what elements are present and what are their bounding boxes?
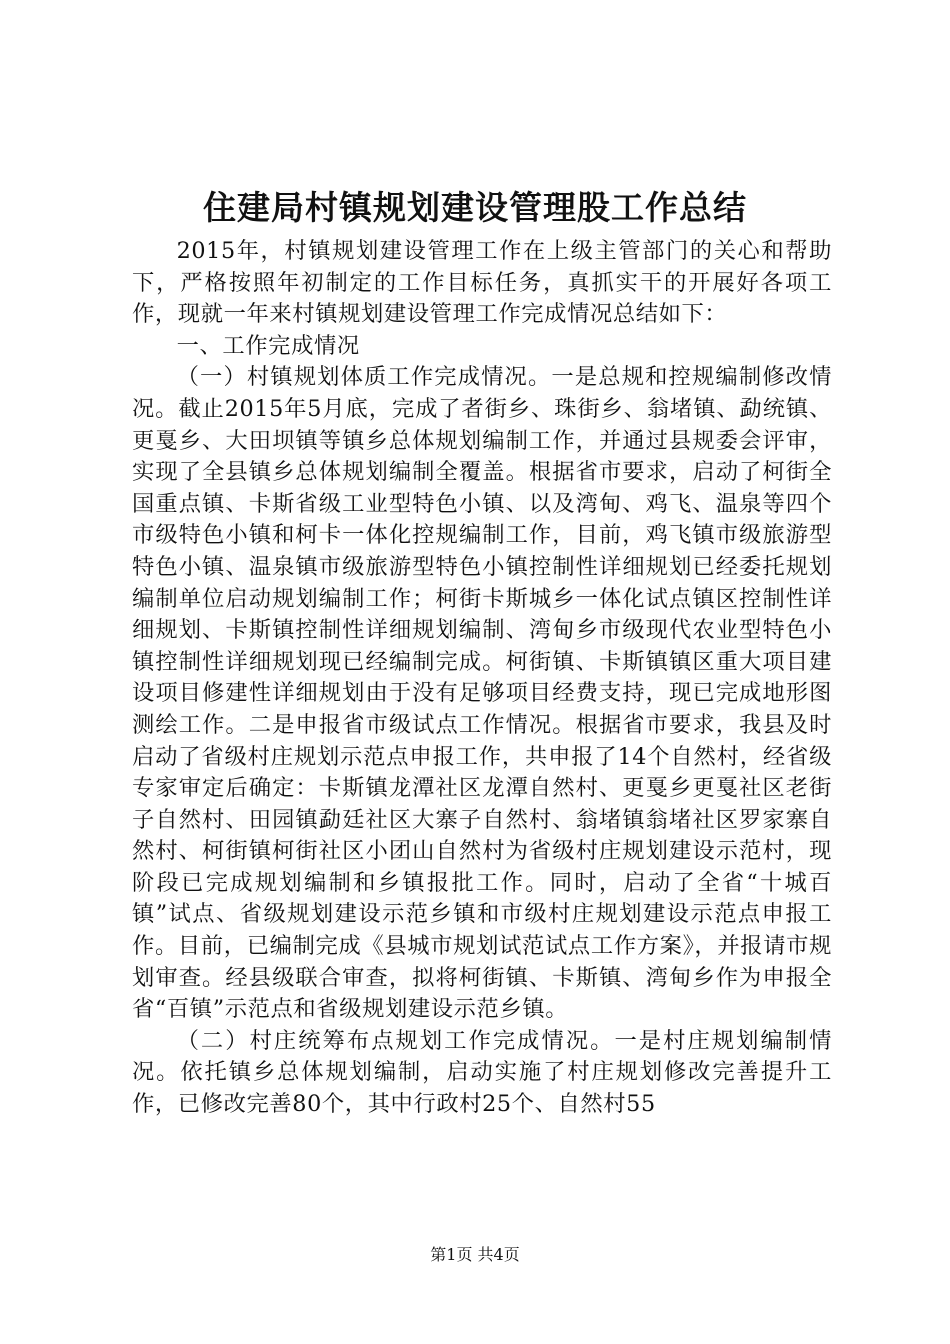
page-footer: 第1页 共4页: [430, 1245, 520, 1264]
section-1-paragraph: （一）村镇规划体质工作完成情况。一是总规和控规编制修改情况。截止2015年5月底，完成了者街乡、珠街乡、翁堵镇、勐统镇、更戛乡、大田坝镇等镇乡总体规划编制工作，并通过县规委会评审，实现了全县镇乡总体规划编制全覆盖。根据省市要求，启动了柯街全国重点镇、卡斯省级工业型特色小镇、以及湾甸、鸡飞、温泉等四个市级特色小镇和柯卡一体化控规编制工作，目前，鸡飞镇市级旅游型特色小镇、温泉镇市级旅游型特色小镇控制性详细规划已经委托规划编制单位启动规划编制工作；柯街卡斯城乡一体化试点镇区控制性详细规划、卡斯镇控制性详细规划编制、湾甸乡市级现代农业型特色小镇控制性详细规划现已经编制完成。柯街镇、卡斯镇镇区重大项目建设项目修建性详细规划由于没有足够项目经费支持，现已完成地形图测绘工作。二是申报省市级试点工作情况。根据省市要求，我县及时启动了省级村庄规划示范点申报工作，共申报了14个自然村，经省级专家审定后确定：卡斯镇龙潭社区龙潭自然村、更戛乡更戛社区老街子自然村、田园镇勐廷社区大寨子自然村、翁堵镇翁堵社区罗家寨自然村、柯街镇柯街社区小团山自然村为省级村庄规划建设示范村，现阶段已完成规划编制和乡镇报批工作。同时，启动了全省“十城百镇”试点、省级规划建设示范乡镇和市级村庄规划建设示范点申报工作。目前，已编制完成《县城市规划试范试点工作方案》，并报请市规划审查。经县级联合审查，拟将柯街镇、卡斯镇、湾甸乡作为申报全省“百镇”示范点和省级规划建设示范乡镇。: [132, 364, 832, 1023]
intro-paragraph: 2015年，村镇规划建设管理工作在上级主管部门的关心和帮助下，严格按照年初制定的工作目标任务，真抓实干的开展好各项工作，现就一年来村镇规划建设管理工作完成情况总结如下：: [132, 238, 832, 328]
section-heading: 一、工作完成情况: [176, 332, 360, 359]
document-body: [132, 236, 832, 1121]
document-title: 住建局村镇规划建设管理股工作总结: [203, 188, 747, 227]
section-2-paragraph: （二）村庄统筹布点规划工作完成情况。一是村庄规划编制情况。依托镇乡总体规划编制，启动实施了村庄规划修改完善提升工作，已修改完善80个，其中行政村25个、自然村55: [132, 1027, 832, 1118]
